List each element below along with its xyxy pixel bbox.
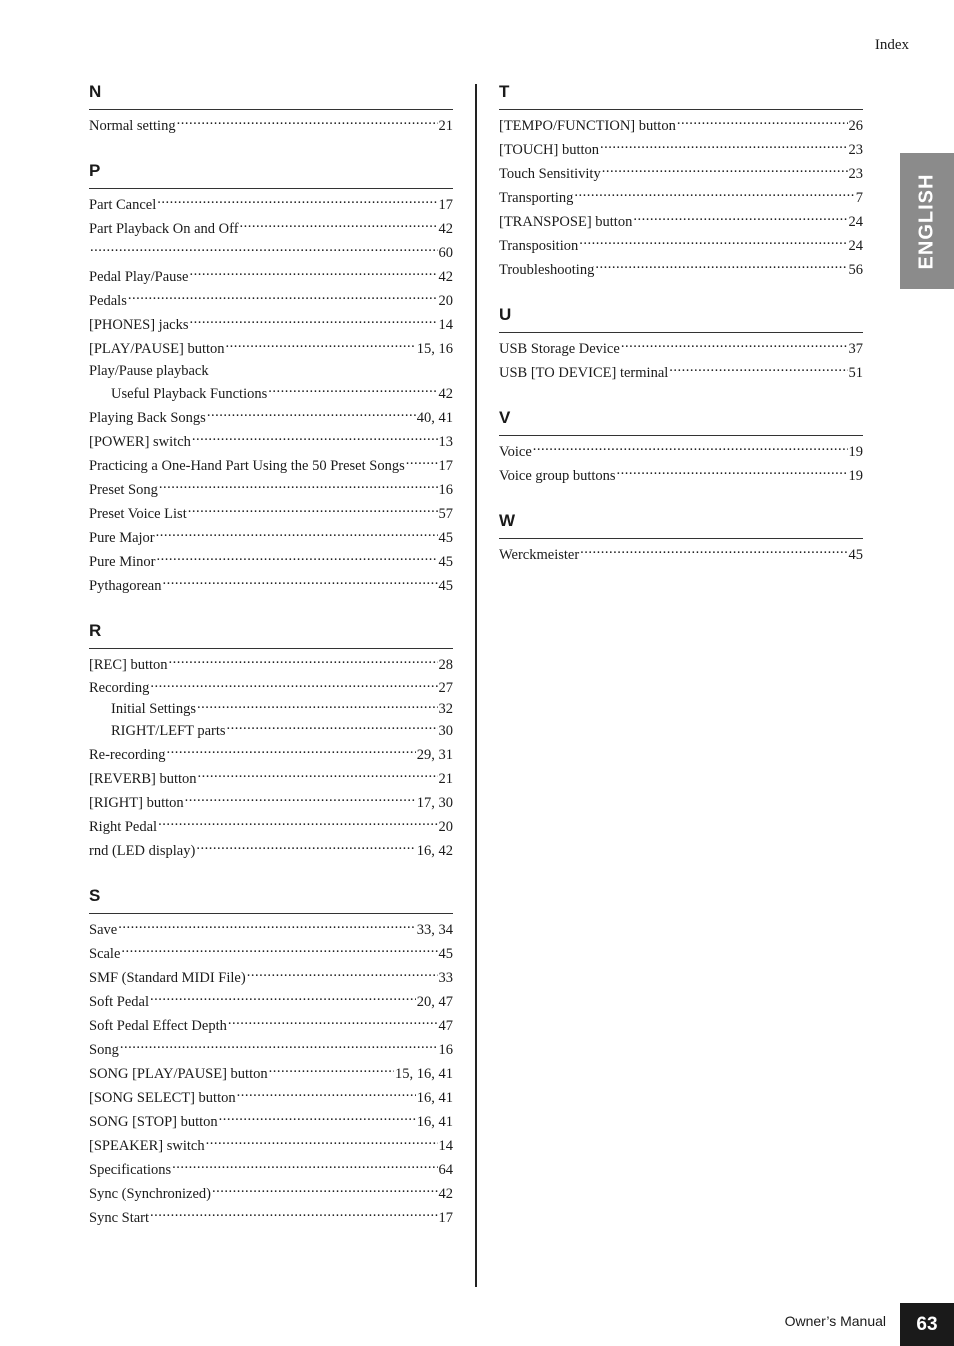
section-letter: P bbox=[89, 160, 453, 189]
entry-label: Transporting bbox=[499, 190, 574, 206]
dot-leader bbox=[150, 677, 437, 692]
entry-pages: 45 bbox=[438, 946, 453, 962]
index-entry bbox=[499, 138, 863, 162]
entry-label: Part Playback On and Off bbox=[89, 221, 239, 237]
page-number-box bbox=[900, 1303, 954, 1346]
entry-pages: 14 bbox=[438, 317, 453, 333]
entry-label: [POWER] switch bbox=[89, 434, 191, 450]
entry-pages: 23 bbox=[848, 166, 863, 182]
index-entry bbox=[89, 1182, 453, 1206]
entry-pages: 45 bbox=[848, 547, 863, 563]
index-entry bbox=[89, 942, 453, 966]
entry-pages: 19 bbox=[848, 468, 863, 484]
entry-label: Pythagorean bbox=[89, 578, 162, 594]
entry-pages: 19 bbox=[848, 444, 863, 460]
entry-pages: 16 bbox=[438, 1042, 453, 1058]
entry-label: rnd (LED display) bbox=[89, 843, 196, 859]
entry-pages: 30 bbox=[438, 723, 453, 739]
entry-pages: 40, 41 bbox=[416, 410, 453, 426]
index-section-s bbox=[89, 885, 453, 1230]
dot-leader bbox=[121, 944, 437, 959]
dot-leader bbox=[617, 466, 848, 481]
entry-label: Save bbox=[89, 922, 118, 938]
entry-label: [TRANSPOSE] button bbox=[499, 214, 633, 230]
index-entry bbox=[89, 1206, 453, 1230]
entry-label: Pure Minor bbox=[89, 554, 156, 570]
dot-leader bbox=[177, 116, 438, 131]
entry-pages: 20, 47 bbox=[416, 994, 453, 1010]
entry-label: Sync (Synchronized) bbox=[89, 1186, 212, 1202]
entry-pages: 28 bbox=[438, 657, 453, 673]
entry-label: Pedals bbox=[89, 293, 127, 309]
dot-leader bbox=[621, 339, 848, 354]
entry-label: Troubleshooting bbox=[499, 262, 595, 278]
entry-pages: 42 bbox=[438, 221, 453, 237]
entry-pages: 33, 34 bbox=[416, 922, 453, 938]
entry-label: [REC] button bbox=[89, 657, 168, 673]
dot-leader bbox=[189, 315, 437, 330]
index-entry bbox=[89, 1086, 453, 1110]
dot-leader bbox=[406, 456, 438, 471]
entry-label: Transposition bbox=[499, 238, 579, 254]
entry-label: Normal setting bbox=[89, 118, 176, 134]
entry-pages: 20 bbox=[438, 819, 453, 835]
entry-label: Right Pedal bbox=[89, 819, 158, 835]
entry-label: Pure Major bbox=[89, 530, 155, 546]
section-letter: T bbox=[499, 81, 863, 110]
index-entry bbox=[499, 361, 863, 385]
dot-leader bbox=[269, 1064, 394, 1079]
entry-label: Scale bbox=[89, 946, 121, 962]
dot-leader bbox=[219, 1112, 416, 1127]
section-letter: N bbox=[89, 81, 453, 110]
entry-label: Useful Playback Functions bbox=[111, 386, 268, 402]
entry-pages: 14 bbox=[438, 1138, 453, 1154]
index-entry bbox=[89, 406, 453, 430]
dot-leader bbox=[633, 212, 847, 227]
entry-label: [REVERB] button bbox=[89, 771, 197, 787]
entry-pages: 27 bbox=[438, 679, 453, 696]
entry-pages: 32 bbox=[438, 700, 453, 717]
index-entry bbox=[89, 478, 453, 502]
dot-leader bbox=[600, 140, 847, 155]
index-entry bbox=[89, 289, 453, 313]
dot-leader bbox=[579, 236, 847, 251]
entry-pages: 16, 41 bbox=[416, 1114, 453, 1130]
index-column-right bbox=[499, 78, 863, 589]
entry-pages: 23 bbox=[848, 142, 863, 158]
index-entry bbox=[499, 114, 863, 138]
dot-leader bbox=[228, 1016, 438, 1031]
index-entry bbox=[89, 677, 453, 698]
dot-leader bbox=[227, 721, 438, 736]
language-tab-label: ENGLISH bbox=[915, 173, 938, 269]
entry-label: Specifications bbox=[89, 1162, 172, 1178]
index-entry bbox=[89, 382, 453, 406]
section-letter: S bbox=[89, 885, 453, 914]
dot-leader bbox=[185, 793, 416, 808]
entry-pages: 15, 16, 41 bbox=[395, 1066, 453, 1082]
dot-leader bbox=[669, 363, 847, 378]
entry-pages: 16 bbox=[438, 482, 453, 498]
index-entry bbox=[89, 337, 453, 361]
index-entry bbox=[89, 502, 453, 526]
entry-label: [RIGHT] button bbox=[89, 795, 184, 811]
index-entry bbox=[89, 815, 453, 839]
dot-leader bbox=[159, 480, 438, 495]
dot-leader bbox=[172, 1160, 437, 1175]
index-entry bbox=[499, 337, 863, 361]
entry-label: [PHONES] jacks bbox=[89, 317, 189, 333]
index-entry bbox=[89, 430, 453, 454]
dot-leader bbox=[196, 841, 415, 856]
language-tab bbox=[900, 153, 954, 289]
entry-pages: 56 bbox=[848, 262, 863, 278]
entry-label: RIGHT/LEFT parts bbox=[111, 723, 226, 739]
dot-leader bbox=[118, 920, 416, 935]
entry-label: Practicing a One-Hand Part Using the 50 Preset Songs bbox=[89, 458, 405, 474]
dot-leader bbox=[90, 243, 438, 258]
entry-label: Voice group buttons bbox=[499, 468, 616, 484]
index-section-w bbox=[499, 510, 863, 567]
column-divider bbox=[475, 84, 477, 1287]
index-entry bbox=[89, 1038, 453, 1062]
entry-pages: 57 bbox=[438, 506, 453, 522]
entry-label: Sync Start bbox=[89, 1210, 150, 1226]
index-entry bbox=[499, 234, 863, 258]
entry-pages: 17 bbox=[438, 1210, 453, 1226]
entry-pages: 21 bbox=[438, 771, 453, 787]
entry-pages: 64 bbox=[438, 1162, 453, 1178]
page-number: 63 bbox=[916, 1313, 938, 1335]
dot-leader bbox=[150, 992, 416, 1007]
dot-leader bbox=[580, 545, 847, 560]
entry-label: USB Storage Device bbox=[499, 341, 620, 357]
entry-label: Preset Voice List bbox=[89, 506, 187, 522]
dot-leader bbox=[206, 1136, 438, 1151]
entry-pages: 47 bbox=[438, 1018, 453, 1034]
entry-pages: 17, 30 bbox=[416, 795, 453, 811]
index-entry bbox=[89, 454, 453, 478]
index-entry bbox=[89, 791, 453, 815]
index-entry bbox=[89, 990, 453, 1014]
index-section-v bbox=[499, 407, 863, 488]
index-entry bbox=[89, 653, 453, 677]
entry-pages: 26 bbox=[848, 118, 863, 134]
index-entry bbox=[89, 1062, 453, 1086]
dot-leader bbox=[169, 655, 438, 670]
entry-pages: 37 bbox=[848, 341, 863, 357]
index-entry bbox=[89, 313, 453, 337]
dot-leader bbox=[188, 504, 438, 519]
entry-label: [SONG SELECT] button bbox=[89, 1090, 236, 1106]
dot-leader bbox=[602, 164, 848, 179]
entry-label: Playing Back Songs bbox=[89, 410, 206, 426]
dot-leader bbox=[237, 1088, 416, 1103]
dot-leader bbox=[198, 769, 438, 784]
entry-pages: 60 bbox=[438, 245, 453, 261]
entry-label: Part Cancel bbox=[89, 197, 157, 213]
index-entry bbox=[89, 550, 453, 574]
index-entry bbox=[89, 918, 453, 942]
entry-pages: 16, 42 bbox=[416, 843, 453, 859]
index-section-u bbox=[499, 304, 863, 385]
entry-label: Song bbox=[89, 1042, 119, 1058]
dot-leader bbox=[128, 291, 438, 306]
index-section-p bbox=[89, 160, 453, 598]
entry-pages: 45 bbox=[438, 578, 453, 594]
entry-label: Re-recording bbox=[89, 747, 166, 763]
dot-leader bbox=[150, 1208, 437, 1223]
index-entry bbox=[89, 574, 453, 598]
entry-pages: 15, 16 bbox=[416, 341, 453, 357]
entry-pages: 45 bbox=[438, 530, 453, 546]
entry-pages: 20 bbox=[438, 293, 453, 309]
entry-label: [SPEAKER] switch bbox=[89, 1138, 205, 1154]
entry-label: [TEMPO/FUNCTION] button bbox=[499, 118, 676, 134]
entry-label: Werckmeister bbox=[499, 547, 580, 563]
index-entry bbox=[89, 1110, 453, 1134]
dot-leader bbox=[162, 576, 437, 591]
entry-label: SMF (Standard MIDI File) bbox=[89, 970, 246, 986]
index-entry bbox=[89, 1158, 453, 1182]
dot-leader bbox=[120, 1040, 438, 1055]
entry-pages: 24 bbox=[848, 214, 863, 230]
index-section-r bbox=[89, 620, 453, 863]
entry-label: Soft Pedal bbox=[89, 994, 150, 1010]
entry-label: Voice bbox=[499, 444, 532, 460]
entry-label: SONG [STOP] button bbox=[89, 1114, 218, 1130]
index-entry bbox=[89, 966, 453, 990]
dot-leader bbox=[207, 408, 416, 423]
entry-pages: 45 bbox=[438, 554, 453, 570]
dot-leader bbox=[247, 968, 438, 983]
entry-pages: 7 bbox=[855, 190, 863, 206]
section-letter: W bbox=[499, 510, 863, 539]
entry-label: Preset Song bbox=[89, 482, 158, 498]
index-entry bbox=[499, 543, 863, 567]
entry-pages: 17 bbox=[438, 458, 453, 474]
index-entry bbox=[89, 719, 453, 743]
index-entry bbox=[89, 1134, 453, 1158]
index-section-t bbox=[499, 81, 863, 282]
section-letter: V bbox=[499, 407, 863, 436]
entry-pages: 21 bbox=[438, 118, 453, 134]
index-entry bbox=[89, 526, 453, 550]
entry-label: USB [TO DEVICE] terminal bbox=[499, 365, 669, 381]
section-letter: R bbox=[89, 620, 453, 649]
index-entry bbox=[499, 258, 863, 282]
index-entry bbox=[89, 743, 453, 767]
entry-pages: 17 bbox=[438, 197, 453, 213]
index-entry bbox=[499, 464, 863, 488]
footer-manual-label: Owner’s Manual bbox=[784, 1313, 886, 1329]
index-entry bbox=[499, 162, 863, 186]
dot-leader bbox=[158, 817, 437, 832]
index-entry bbox=[89, 839, 453, 863]
dot-leader bbox=[677, 116, 848, 131]
section-letter: U bbox=[499, 304, 863, 333]
entry-label: Touch Sensitivity bbox=[499, 166, 601, 182]
entry-pages: 24 bbox=[848, 238, 863, 254]
entry-pages: 42 bbox=[438, 269, 453, 285]
index-entry bbox=[89, 193, 453, 217]
index-entry bbox=[89, 361, 453, 382]
page-header-title: Index bbox=[874, 37, 909, 53]
index-section-n bbox=[89, 81, 453, 138]
entry-label: Pedal Play/Pause bbox=[89, 269, 189, 285]
dot-leader bbox=[192, 432, 438, 447]
entry-pages: 33 bbox=[438, 970, 453, 986]
dot-leader bbox=[240, 219, 438, 234]
entry-pages: 29, 31 bbox=[416, 747, 453, 763]
entry-label: Soft Pedal Effect Depth bbox=[89, 1018, 227, 1034]
entry-pages: 51 bbox=[848, 365, 863, 381]
entry-pages: 42 bbox=[438, 1186, 453, 1202]
index-entry bbox=[499, 186, 863, 210]
entry-label: SONG [PLAY/PAUSE] button bbox=[89, 1066, 268, 1082]
index-entry bbox=[89, 217, 453, 241]
entry-pages: 13 bbox=[438, 434, 453, 450]
entry-pages: 42 bbox=[438, 386, 453, 402]
entry-label: Play/Pause playback bbox=[89, 363, 209, 379]
dot-leader bbox=[157, 195, 437, 210]
dot-leader bbox=[197, 698, 438, 713]
entry-label: Recording bbox=[89, 679, 150, 696]
dot-leader bbox=[574, 188, 854, 203]
index-entry bbox=[89, 241, 453, 265]
entry-label: Initial Settings bbox=[111, 700, 196, 717]
dot-leader bbox=[156, 552, 437, 567]
index-entry bbox=[89, 114, 453, 138]
entry-pages: 16, 41 bbox=[416, 1090, 453, 1106]
dot-leader bbox=[226, 339, 416, 354]
index-entry bbox=[89, 1014, 453, 1038]
dot-leader bbox=[212, 1184, 437, 1199]
entry-label: [TOUCH] button bbox=[499, 142, 600, 158]
index-entry bbox=[89, 698, 453, 719]
index-entry bbox=[499, 210, 863, 234]
dot-leader bbox=[268, 384, 437, 399]
index-entry bbox=[89, 767, 453, 791]
index-entry bbox=[499, 440, 863, 464]
dot-leader bbox=[595, 260, 847, 275]
dot-leader bbox=[156, 528, 438, 543]
dot-leader bbox=[189, 267, 437, 282]
entry-label: [PLAY/PAUSE] button bbox=[89, 341, 225, 357]
dot-leader bbox=[533, 442, 848, 457]
index-entry bbox=[89, 265, 453, 289]
index-column-left bbox=[89, 78, 453, 1252]
dot-leader bbox=[167, 745, 416, 760]
